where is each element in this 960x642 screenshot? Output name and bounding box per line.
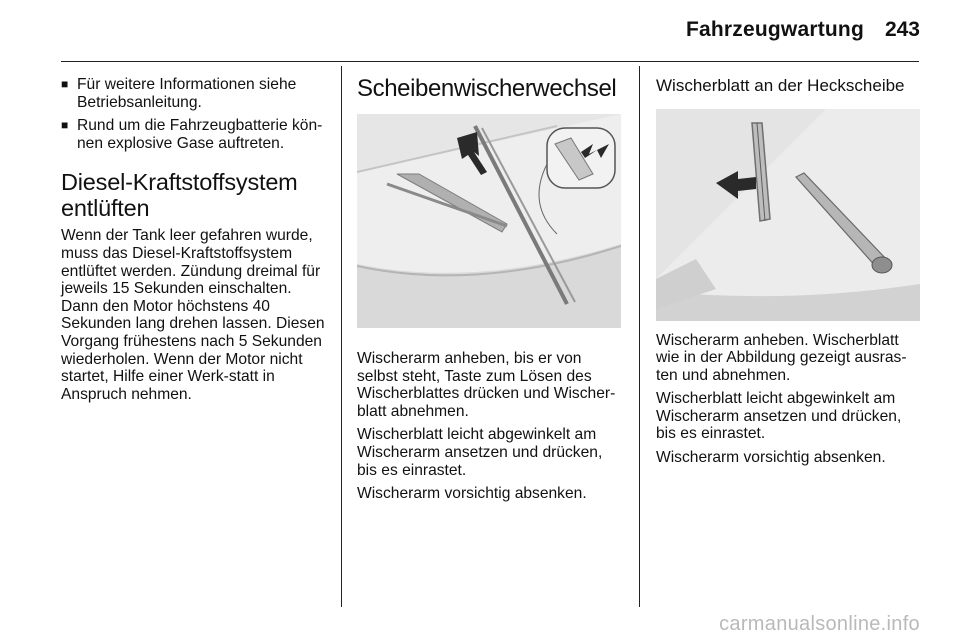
watermark: carmanualsonline.info xyxy=(719,613,920,635)
section-heading-rear-wiper: Wischerblatt an der Heckscheibe xyxy=(656,76,905,95)
diesel-paragraph: Wenn der Tank leer gefahren wurde, muss das Diesel-Kraftstoffsystem entlüftet werden. Zündung dreimal für jeweils 15 Sekunden einschalten. Dann den Motor höchstens 40 Sekunden lang drehen lassen. Diesen Vorgang frühestens nach 5 Sekunden wiederholen. Wenn der Motor nicht startet, Hilfe einer Werk-statt in Anspruch nehmen. xyxy=(61,227,325,403)
bullet-item xyxy=(61,76,329,111)
column-1 xyxy=(61,76,329,409)
detail-inset xyxy=(547,128,615,188)
bullet-text: Für weitere Informationen siehe Betriebsanleitung. xyxy=(77,76,297,111)
bullet-text: Rund um die Fahrzeugbatterie kön-nen explosive Gase auftreten. xyxy=(77,117,323,152)
wiper-paragraph-3: Wischerarm vorsichtig absenken. xyxy=(357,485,587,503)
column-divider-1 xyxy=(341,66,342,607)
bullet-square-icon: ■ xyxy=(61,77,69,91)
page-header-title: Fahrzeugwartung xyxy=(685,18,864,41)
windscreen-wiper-illustration xyxy=(357,114,621,328)
rear-wiper-paragraph-3: Wischerarm vorsichtig absenken. xyxy=(656,449,886,467)
wiper-paragraph-2: Wischerblatt leicht abgewinkelt am Wischerarm ansetzen und drücken, bis es einrastet. xyxy=(357,426,603,479)
rear-wiper-paragraph-1: Wischerarm anheben. Wischerblatt wie in der Abbildung gezeigt ausras-ten und abnehmen. xyxy=(656,331,907,384)
rear-wiper-paragraph-2: Wischerblatt leicht abgewinkelt am Wischerarm ansetzen und drücken, bis es einrastet. xyxy=(656,390,902,443)
section-heading-wiper: Scheibenwischerwechsel xyxy=(357,75,617,102)
column-2 xyxy=(357,76,623,509)
header-rule xyxy=(61,61,919,62)
bullet-list xyxy=(61,76,329,152)
wiper-paragraph-1: Wischerarm anheben, bis er von selbst steht, Taste zum Lösen des Wischerblattes drücken und Wischer-blatt abnehmen. xyxy=(357,350,616,420)
rear-wiper-illustration xyxy=(656,109,920,321)
section-heading-diesel: Diesel-Kraftstoffsystem entlüften xyxy=(61,169,298,222)
page-number: 243 xyxy=(884,18,920,41)
column-divider-2 xyxy=(639,66,640,607)
bullet-item xyxy=(61,117,329,152)
column-3 xyxy=(656,76,921,473)
bullet-square-icon: ■ xyxy=(61,118,69,133)
